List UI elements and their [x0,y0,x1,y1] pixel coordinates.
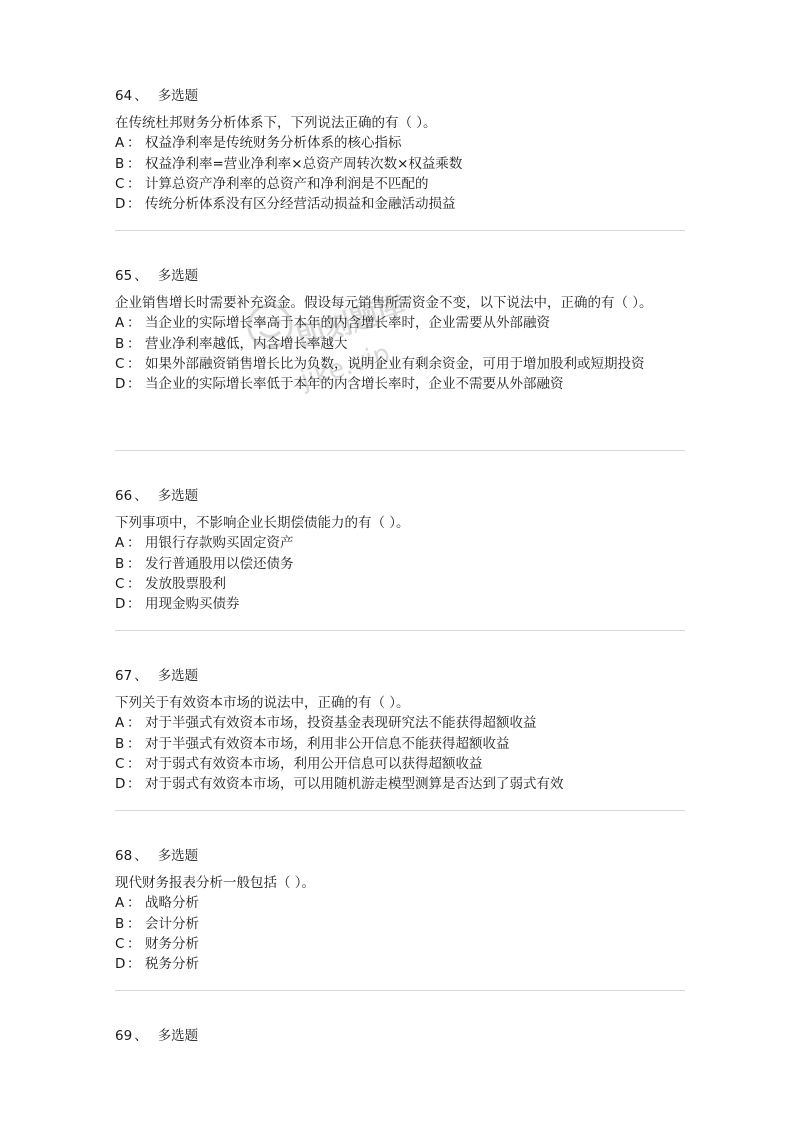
option-text: 用现金购买债券 [145,596,240,613]
option-colon: ： [127,755,141,772]
option-colon: ： [127,555,141,572]
question-64 [115,86,685,214]
option-text: 权益净利率=营业净利率×总资产周转次数×权益乘数 [145,155,463,172]
option-colon: ： [127,776,141,793]
option-letter: D [115,596,126,613]
question-divider [115,630,685,631]
option-colon: ： [127,895,141,912]
question-body [115,113,685,214]
option-d [115,194,685,214]
option-d [115,774,685,794]
option-a [115,133,685,153]
option-colon: ： [127,935,141,952]
option-a [115,713,685,733]
option-colon: ： [127,915,141,932]
question-body [115,873,685,974]
question-body [115,293,685,394]
option-colon: ： [127,196,141,213]
option-text: 战略分析 [145,895,199,912]
option-d [115,594,685,614]
option-letter: D [115,196,126,213]
option-b [115,154,685,174]
option-letter: B [115,555,125,572]
question-number: 64 [115,88,133,104]
question-stem: 下列事项中，不影响企业长期偿债能力的有（ ）。 [115,515,410,531]
question-type: 多选题 [157,488,199,504]
question-header [115,486,685,506]
option-colon: ： [127,535,141,552]
question-number: 65 [115,268,133,284]
option-colon: ： [127,335,141,352]
option-c [115,754,685,774]
question-divider [115,990,685,991]
watermark-cn-text: 即刻题库 [292,289,410,356]
question-separator: 、 [134,668,148,684]
option-letter: A [115,715,125,732]
option-colon: ： [127,175,141,192]
question-number: 68 [115,848,133,864]
option-c [115,934,685,954]
option-text: 对于弱式有效资本市场，可以用随机游走模型测算是否达到了弱式有效 [145,776,564,793]
option-a [115,533,685,553]
question-65 [115,266,685,394]
option-c [115,354,685,374]
question-header [115,1026,685,1046]
question-type: 多选题 [157,668,199,684]
option-b [115,914,685,934]
option-text: 对于半强式有效资本市场，利用非公开信息不能获得超额收益 [145,735,510,752]
option-letter: D [115,376,126,393]
option-text: 财务分析 [145,935,199,952]
option-b [115,734,685,754]
option-text: 会计分析 [145,915,199,932]
question-stem: 现代财务报表分析一般包括（ ）。 [115,875,316,891]
option-letter: B [115,155,125,172]
option-a [115,893,685,913]
option-a [115,313,685,333]
option-colon: ： [127,956,141,973]
question-separator: 、 [134,488,148,504]
question-type: 多选题 [157,848,199,864]
option-c [115,574,685,594]
question-stem: 在传统杜邦财务分析体系下，下列说法正确的有（ ）。 [115,115,437,131]
question-body [115,513,685,614]
option-d [115,954,685,974]
question-number: 69 [115,1028,133,1044]
option-text: 发放股票股利 [145,575,226,592]
option-colon: ： [127,575,141,592]
option-d [115,374,685,394]
option-letter: C [115,575,125,592]
question-separator: 、 [134,268,148,284]
option-text: 对于半强式有效资本市场，投资基金表现研究法不能获得超额收益 [145,715,537,732]
option-letter: B [115,915,125,932]
option-text: 计算总资产净利率的总资产和净利润是不匹配的 [145,175,429,192]
question-separator: 、 [134,88,148,104]
option-colon: ： [127,355,141,372]
option-text: 如果外部融资销售增长比为负数，说明企业有剩余资金，可用于增加股利或短期投资 [145,355,645,372]
option-text: 税务分析 [145,956,199,973]
question-separator: 、 [134,848,148,864]
option-colon: ： [127,715,141,732]
option-letter: D [115,956,126,973]
question-type: 多选题 [157,268,199,284]
option-letter: A [115,895,125,912]
question-number: 67 [115,668,133,684]
question-type: 多选题 [157,88,199,104]
question-body [115,693,685,794]
question-divider [115,450,685,451]
watermark-url-text: jike.vip [297,338,394,396]
option-colon: ： [127,155,141,172]
question-stem: 企业销售增长时需要补充资金。假设每元销售所需资金不变，以下说法中，正确的有（ ）。 [115,295,653,311]
option-colon: ： [127,376,141,393]
option-text: 传统分析体系没有区分经营活动损益和金融活动损益 [145,196,456,213]
question-header [115,846,685,866]
option-letter: A [115,535,125,552]
option-text: 发行普通股用以偿还债务 [145,555,294,572]
question-69 [115,1026,685,1046]
option-letter: B [115,335,125,352]
question-divider [115,810,685,811]
option-colon: ： [127,735,141,752]
option-text: 权益净利率是传统财务分析体系的核心指标 [145,135,402,152]
option-letter: A [115,135,125,152]
option-text: 当企业的实际增长率高于本年的内含增长率时，企业需要从外部融资 [145,315,550,332]
option-b [115,554,685,574]
option-text: 营业净利率越低，内含增长率越大 [145,335,348,352]
question-number: 66 [115,488,133,504]
option-colon: ： [127,135,141,152]
option-text: 对于弱式有效资本市场，利用公开信息可以获得超额收益 [145,755,483,772]
option-text: 当企业的实际增长率低于本年的内含增长率时，企业不需要从外部融资 [145,376,564,393]
question-68 [115,846,685,974]
question-66 [115,486,685,614]
option-letter: B [115,735,125,752]
option-b [115,334,685,354]
question-header [115,86,685,106]
option-colon: ： [127,315,141,332]
question-header [115,266,685,286]
option-letter: C [115,355,125,372]
option-letter: C [115,935,125,952]
question-header [115,666,685,686]
option-letter: C [115,755,125,772]
question-type: 多选题 [157,1028,199,1044]
question-67 [115,666,685,794]
question-stem: 下列关于有效资本市场的说法中，正确的有（ ）。 [115,695,410,711]
question-separator: 、 [134,1028,148,1044]
option-colon: ： [127,596,141,613]
option-letter: D [115,776,126,793]
option-c [115,174,685,194]
question-divider [115,230,685,231]
option-letter: A [115,315,125,332]
option-text: 用银行存款购买固定资产 [145,535,294,552]
option-letter: C [115,175,125,192]
